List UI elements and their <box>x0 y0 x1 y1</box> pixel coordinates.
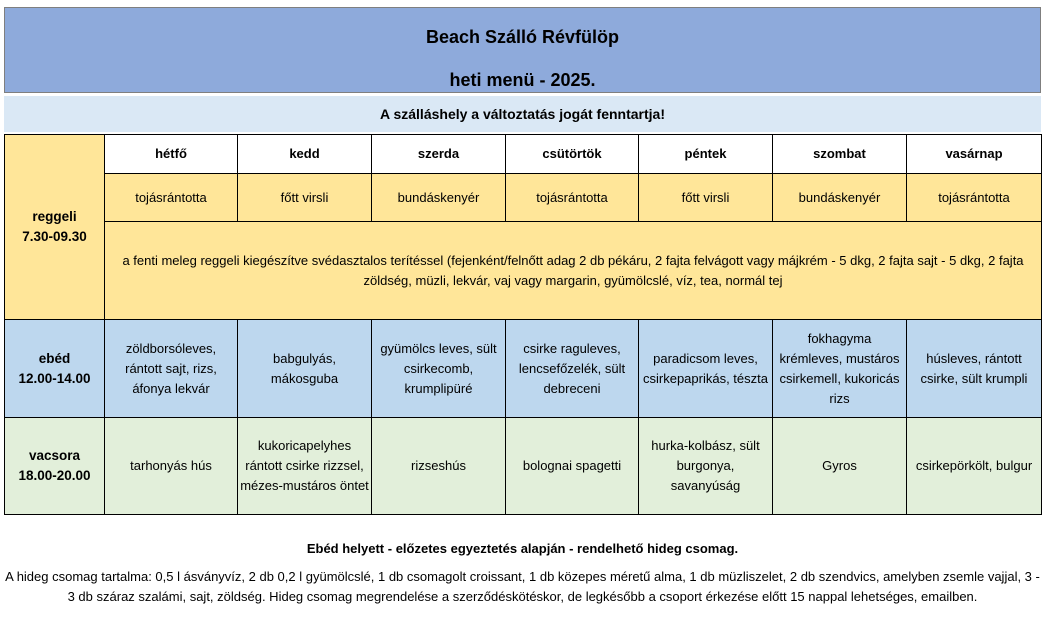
dinner-time: 18.00-20.00 <box>18 468 91 483</box>
breakfast-item: tojásrántotta <box>506 174 639 222</box>
day-header: hétfő <box>105 135 238 174</box>
dinner-item: rizseshús <box>372 418 506 515</box>
lunch-label: ebéd <box>38 350 71 366</box>
breakfast-item: bundáskenyér <box>372 174 506 222</box>
breakfast-note: a fenti meleg reggeli kiegészítve svédasztalos terítéssel (fejenként/felnőtt adag 2 db pékáru, 2 fajta felvágott vagy májkrém - 5 dkg, 2 fajta sajt - 5 dkg, 2 fajta zöldség, müzli, lekvár, vaj vagy margarin, gyümölcslé, víz, tea, normál tej <box>105 222 1042 320</box>
breakfast-item: tojásrántotta <box>907 174 1042 222</box>
breakfast-label: reggeli <box>32 209 77 224</box>
day-header: péntek <box>639 135 773 174</box>
dinner-item: kukoricapelyhes rántott csirke rizzsel, mézes-mustáros öntet <box>238 418 372 515</box>
title-band <box>4 7 1041 93</box>
breakfast-note-row <box>5 222 1042 320</box>
hotel-title: Beach Szálló Révfülöp <box>425 27 620 47</box>
day-header: vasárnap <box>907 135 1042 174</box>
dinner-item: csirkepörkölt, bulgur <box>907 418 1042 515</box>
lunch-item: húsleves, rántott csirke, sült krumpli <box>907 320 1042 418</box>
dinner-item: bolognai spagetti <box>506 418 639 515</box>
dinner-item: hurka-kolbász, sült burgonya, savanyúság <box>639 418 773 515</box>
lunch-label-cell <box>5 320 105 418</box>
lunch-row <box>5 320 1042 418</box>
lunch-item: babgulyás, mákosguba <box>238 320 372 418</box>
lunch-item: csirke raguleves, lencsefőzelék, sült debreceni <box>506 320 639 418</box>
breakfast-item: bundáskenyér <box>773 174 907 222</box>
lunch-time: 12.00-14.00 <box>18 370 91 386</box>
menu-subtitle: heti menü - 2025. <box>449 70 596 90</box>
day-header: csütörtök <box>506 135 639 174</box>
dinner-item: Gyros <box>773 418 907 515</box>
cold-package-details: A hideg csomag tartalma: 0,5 l ásványvíz, 2 db 0,2 l gyümölcslé, 1 db csomagolt croissant, 1 db közepes méretű alma, 1 db müzliszelet, 2 db szendvics, amelyben zsemle vajjal, 3 - 3 db száraz szalámi, sajt, zöldség. Hideg csomag megrendelése a szerződéskötéskor, de legkésőbb a csoport érkezése előtt 15 nappal lehetséges, emailben. <box>5 569 1040 604</box>
day-header: kedd <box>238 135 372 174</box>
weekly-menu-table <box>4 134 1042 515</box>
dinner-label-cell <box>5 418 105 515</box>
day-header: szerda <box>372 135 506 174</box>
day-header: szombat <box>773 135 907 174</box>
breakfast-label-cell <box>5 135 105 320</box>
lunch-item: gyümölcs leves, sült csirkecomb, krumplipüré <box>372 320 506 418</box>
breakfast-item: főtt virsli <box>639 174 773 222</box>
breakfast-item: főtt virsli <box>238 174 372 222</box>
change-notice: A szálláshely a változtatás jogát fenntartja! <box>4 96 1041 132</box>
lunch-item: zöldborsóleves, rántott sajt, rizs, áfonya lekvár <box>105 320 238 418</box>
cold-package-heading: Ebéd helyett - előzetes egyeztetés alapján - rendelhető hideg csomag. <box>306 541 739 556</box>
breakfast-item: tojásrántotta <box>105 174 238 222</box>
breakfast-time: 7.30-09.30 <box>22 229 87 244</box>
dinner-row <box>5 418 1042 515</box>
lunch-item: paradicsom leves, csirkepaprikás, tészta <box>639 320 773 418</box>
lunch-item: fokhagyma krémleves, mustáros csirkemell, kukoricás rizs <box>773 320 907 418</box>
dinner-item: tarhonyás hús <box>105 418 238 515</box>
day-header-row <box>5 135 1042 174</box>
dinner-label: vacsora <box>28 448 81 463</box>
breakfast-row <box>5 174 1042 222</box>
